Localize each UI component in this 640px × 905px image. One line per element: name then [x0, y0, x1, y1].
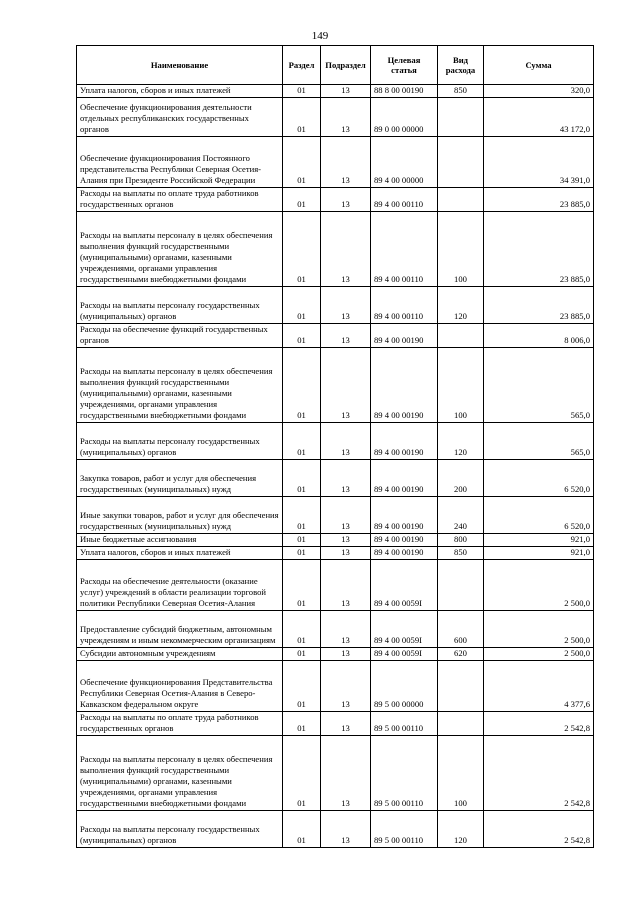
- cell-name: Уплата налогов, сборов и иных платежей: [77, 85, 283, 98]
- cell-amount: 6 520,0: [484, 497, 594, 534]
- cell-target-article: 89 5 00 00110: [371, 712, 438, 736]
- cell-amount: 2 500,0: [484, 611, 594, 648]
- table-row: [77, 712, 594, 736]
- cell-name: Расходы на выплаты по оплате труда работников государственных органов: [77, 712, 283, 736]
- cell-expense-type: 100: [438, 348, 484, 423]
- cell-section: 01: [283, 423, 321, 460]
- header-subsection: Подраздел: [321, 46, 371, 85]
- header-amount: Сумма: [484, 46, 594, 85]
- cell-subsection: 13: [321, 661, 371, 712]
- cell-target-article: 89 4 00 00190: [371, 534, 438, 547]
- cell-expense-type: 240: [438, 497, 484, 534]
- table-row: [77, 661, 594, 712]
- cell-subsection: 13: [321, 560, 371, 611]
- cell-expense-type: 120: [438, 423, 484, 460]
- cell-expense-type: [438, 98, 484, 137]
- cell-expense-type: 200: [438, 460, 484, 497]
- cell-subsection: 13: [321, 137, 371, 188]
- cell-subsection: 13: [321, 811, 371, 848]
- cell-target-article: 89 4 00 00190: [371, 423, 438, 460]
- cell-section: 01: [283, 287, 321, 324]
- cell-expense-type: [438, 324, 484, 348]
- cell-name: Иные бюджетные ассигнования: [77, 534, 283, 547]
- cell-section: 01: [283, 736, 321, 811]
- cell-target-article: 89 5 00 00110: [371, 736, 438, 811]
- cell-name: Расходы на выплаты персоналу в целях обеспечения выполнения функций государственными (муниципальными) органами, казенными учреждениями, органами управления государственными внебюджетными фондами: [77, 212, 283, 287]
- cell-name: Расходы на выплаты персоналу в целях обеспечения выполнения функций государственными (муниципальными) органами, казенными учреждениями, органами управления государственными внебюджетными фондами: [77, 348, 283, 423]
- table-row: [77, 534, 594, 547]
- table-row: [77, 648, 594, 661]
- table-row: [77, 287, 594, 324]
- cell-target-article: 88 8 00 00190: [371, 85, 438, 98]
- table-row: [77, 212, 594, 287]
- table-row: [77, 188, 594, 212]
- cell-name: Обеспечение функционирования деятельности отдельных республиканских государственных органов: [77, 98, 283, 137]
- cell-target-article: 89 4 00 00190: [371, 348, 438, 423]
- cell-subsection: 13: [321, 188, 371, 212]
- cell-amount: 565,0: [484, 348, 594, 423]
- cell-expense-type: 620: [438, 648, 484, 661]
- cell-section: 01: [283, 661, 321, 712]
- cell-expense-type: 120: [438, 811, 484, 848]
- cell-amount: 4 377,6: [484, 661, 594, 712]
- cell-amount: 565,0: [484, 423, 594, 460]
- cell-section: 01: [283, 547, 321, 560]
- table-row: [77, 736, 594, 811]
- cell-section: 01: [283, 98, 321, 137]
- cell-expense-type: 850: [438, 85, 484, 98]
- table-row: [77, 611, 594, 648]
- cell-section: 01: [283, 85, 321, 98]
- table-row: [77, 423, 594, 460]
- cell-amount: 43 172,0: [484, 98, 594, 137]
- cell-amount: 921,0: [484, 547, 594, 560]
- cell-target-article: 89 4 00 00190: [371, 460, 438, 497]
- table-body: [77, 85, 594, 848]
- cell-section: 01: [283, 497, 321, 534]
- cell-name: Обеспечение функционирования Представительства Республики Северная Осетия-Алания в Северо-Кавказском федеральном округе: [77, 661, 283, 712]
- table-header-row: [77, 46, 594, 85]
- cell-expense-type: [438, 712, 484, 736]
- cell-subsection: 13: [321, 212, 371, 287]
- cell-amount: 2 542,8: [484, 811, 594, 848]
- header-target-article: Целевая статья: [371, 46, 438, 85]
- table-row: [77, 560, 594, 611]
- table-row: [77, 811, 594, 848]
- header-name: Наименование: [77, 46, 283, 85]
- page-number: 149: [311, 30, 329, 42]
- cell-name: Обеспечение функционирования Постоянного представительства Республики Северная Осетия-Алания при Президенте Российской Федерации: [77, 137, 283, 188]
- cell-name: Закупка товаров, работ и услуг для обеспечения государственных (муниципальных) нужд: [77, 460, 283, 497]
- table-row: [77, 460, 594, 497]
- cell-amount: 2 542,8: [484, 712, 594, 736]
- cell-name: Уплата налогов, сборов и иных платежей: [77, 547, 283, 560]
- cell-section: 01: [283, 324, 321, 348]
- cell-expense-type: 850: [438, 547, 484, 560]
- cell-subsection: 13: [321, 287, 371, 324]
- cell-expense-type: [438, 661, 484, 712]
- cell-target-article: 89 4 00 0059I: [371, 648, 438, 661]
- cell-target-article: 89 5 00 00110: [371, 811, 438, 848]
- table-row: [77, 348, 594, 423]
- cell-subsection: 13: [321, 324, 371, 348]
- cell-target-article: 89 4 00 00190: [371, 324, 438, 348]
- header-expense-type: Вид расхода: [438, 46, 484, 85]
- cell-amount: 2 500,0: [484, 648, 594, 661]
- cell-name: Расходы на выплаты персоналу государственных (муниципальных) органов: [77, 287, 283, 324]
- header-section: Раздел: [283, 46, 321, 85]
- cell-subsection: 13: [321, 497, 371, 534]
- cell-name: Расходы на обеспечение деятельности (оказание услуг) учреждений в области реализации торговой политики Республики Северная Осетия-Алания: [77, 560, 283, 611]
- cell-name: Иные закупки товаров, работ и услуг для обеспечения государственных (муниципальных) нужд: [77, 497, 283, 534]
- cell-expense-type: 100: [438, 736, 484, 811]
- cell-amount: 921,0: [484, 534, 594, 547]
- cell-subsection: 13: [321, 648, 371, 661]
- cell-target-article: 89 4 00 00110: [371, 212, 438, 287]
- cell-section: 01: [283, 560, 321, 611]
- cell-amount: 34 391,0: [484, 137, 594, 188]
- cell-target-article: 89 4 00 00190: [371, 547, 438, 560]
- table-row: [77, 98, 594, 137]
- table-row: [77, 85, 594, 98]
- cell-section: 01: [283, 712, 321, 736]
- cell-expense-type: 120: [438, 287, 484, 324]
- cell-target-article: 89 5 00 00000: [371, 661, 438, 712]
- cell-amount: 23 885,0: [484, 212, 594, 287]
- cell-subsection: 13: [321, 736, 371, 811]
- cell-target-article: 89 4 00 0059I: [371, 611, 438, 648]
- cell-section: 01: [283, 648, 321, 661]
- cell-target-article: 89 4 00 00110: [371, 287, 438, 324]
- cell-section: 01: [283, 611, 321, 648]
- budget-table: [76, 45, 594, 848]
- cell-subsection: 13: [321, 85, 371, 98]
- cell-expense-type: 600: [438, 611, 484, 648]
- cell-target-article: 89 4 00 00110: [371, 188, 438, 212]
- cell-expense-type: 100: [438, 212, 484, 287]
- cell-target-article: 89 0 00 00000: [371, 98, 438, 137]
- cell-section: 01: [283, 460, 321, 497]
- table-row: [77, 497, 594, 534]
- cell-name: Субсидии автономным учреждениям: [77, 648, 283, 661]
- cell-subsection: 13: [321, 460, 371, 497]
- cell-amount: 2 542,8: [484, 736, 594, 811]
- cell-expense-type: [438, 560, 484, 611]
- cell-subsection: 13: [321, 611, 371, 648]
- cell-section: 01: [283, 137, 321, 188]
- cell-name: Расходы на обеспечение функций государственных органов: [77, 324, 283, 348]
- cell-subsection: 13: [321, 534, 371, 547]
- cell-name: Расходы на выплаты персоналу государственных (муниципальных) органов: [77, 811, 283, 848]
- cell-target-article: 89 4 00 00000: [371, 137, 438, 188]
- cell-section: 01: [283, 188, 321, 212]
- cell-name: Предоставление субсидий бюджетным, автономным учреждениям и иным некоммерческим организациям: [77, 611, 283, 648]
- cell-expense-type: [438, 188, 484, 212]
- table-row: [77, 324, 594, 348]
- cell-subsection: 13: [321, 712, 371, 736]
- cell-section: 01: [283, 212, 321, 287]
- table-row: [77, 547, 594, 560]
- table-row: [77, 137, 594, 188]
- cell-section: 01: [283, 811, 321, 848]
- cell-target-article: 89 4 00 0059I: [371, 560, 438, 611]
- cell-section: 01: [283, 534, 321, 547]
- cell-name: Расходы на выплаты персоналу государственных (муниципальных) органов: [77, 423, 283, 460]
- cell-subsection: 13: [321, 547, 371, 560]
- cell-amount: 8 006,0: [484, 324, 594, 348]
- cell-subsection: 13: [321, 348, 371, 423]
- cell-subsection: 13: [321, 423, 371, 460]
- cell-amount: 23 885,0: [484, 188, 594, 212]
- cell-subsection: 13: [321, 98, 371, 137]
- cell-amount: 320,0: [484, 85, 594, 98]
- cell-section: 01: [283, 348, 321, 423]
- cell-name: Расходы на выплаты персоналу в целях обеспечения выполнения функций государственными (муниципальными) органами, казенными учреждениями, органами управления государственными внебюджетными фондами: [77, 736, 283, 811]
- cell-amount: 6 520,0: [484, 460, 594, 497]
- cell-expense-type: 800: [438, 534, 484, 547]
- cell-target-article: 89 4 00 00190: [371, 497, 438, 534]
- cell-name: Расходы на выплаты по оплате труда работников государственных органов: [77, 188, 283, 212]
- cell-amount: 23 885,0: [484, 287, 594, 324]
- cell-amount: 2 500,0: [484, 560, 594, 611]
- cell-expense-type: [438, 137, 484, 188]
